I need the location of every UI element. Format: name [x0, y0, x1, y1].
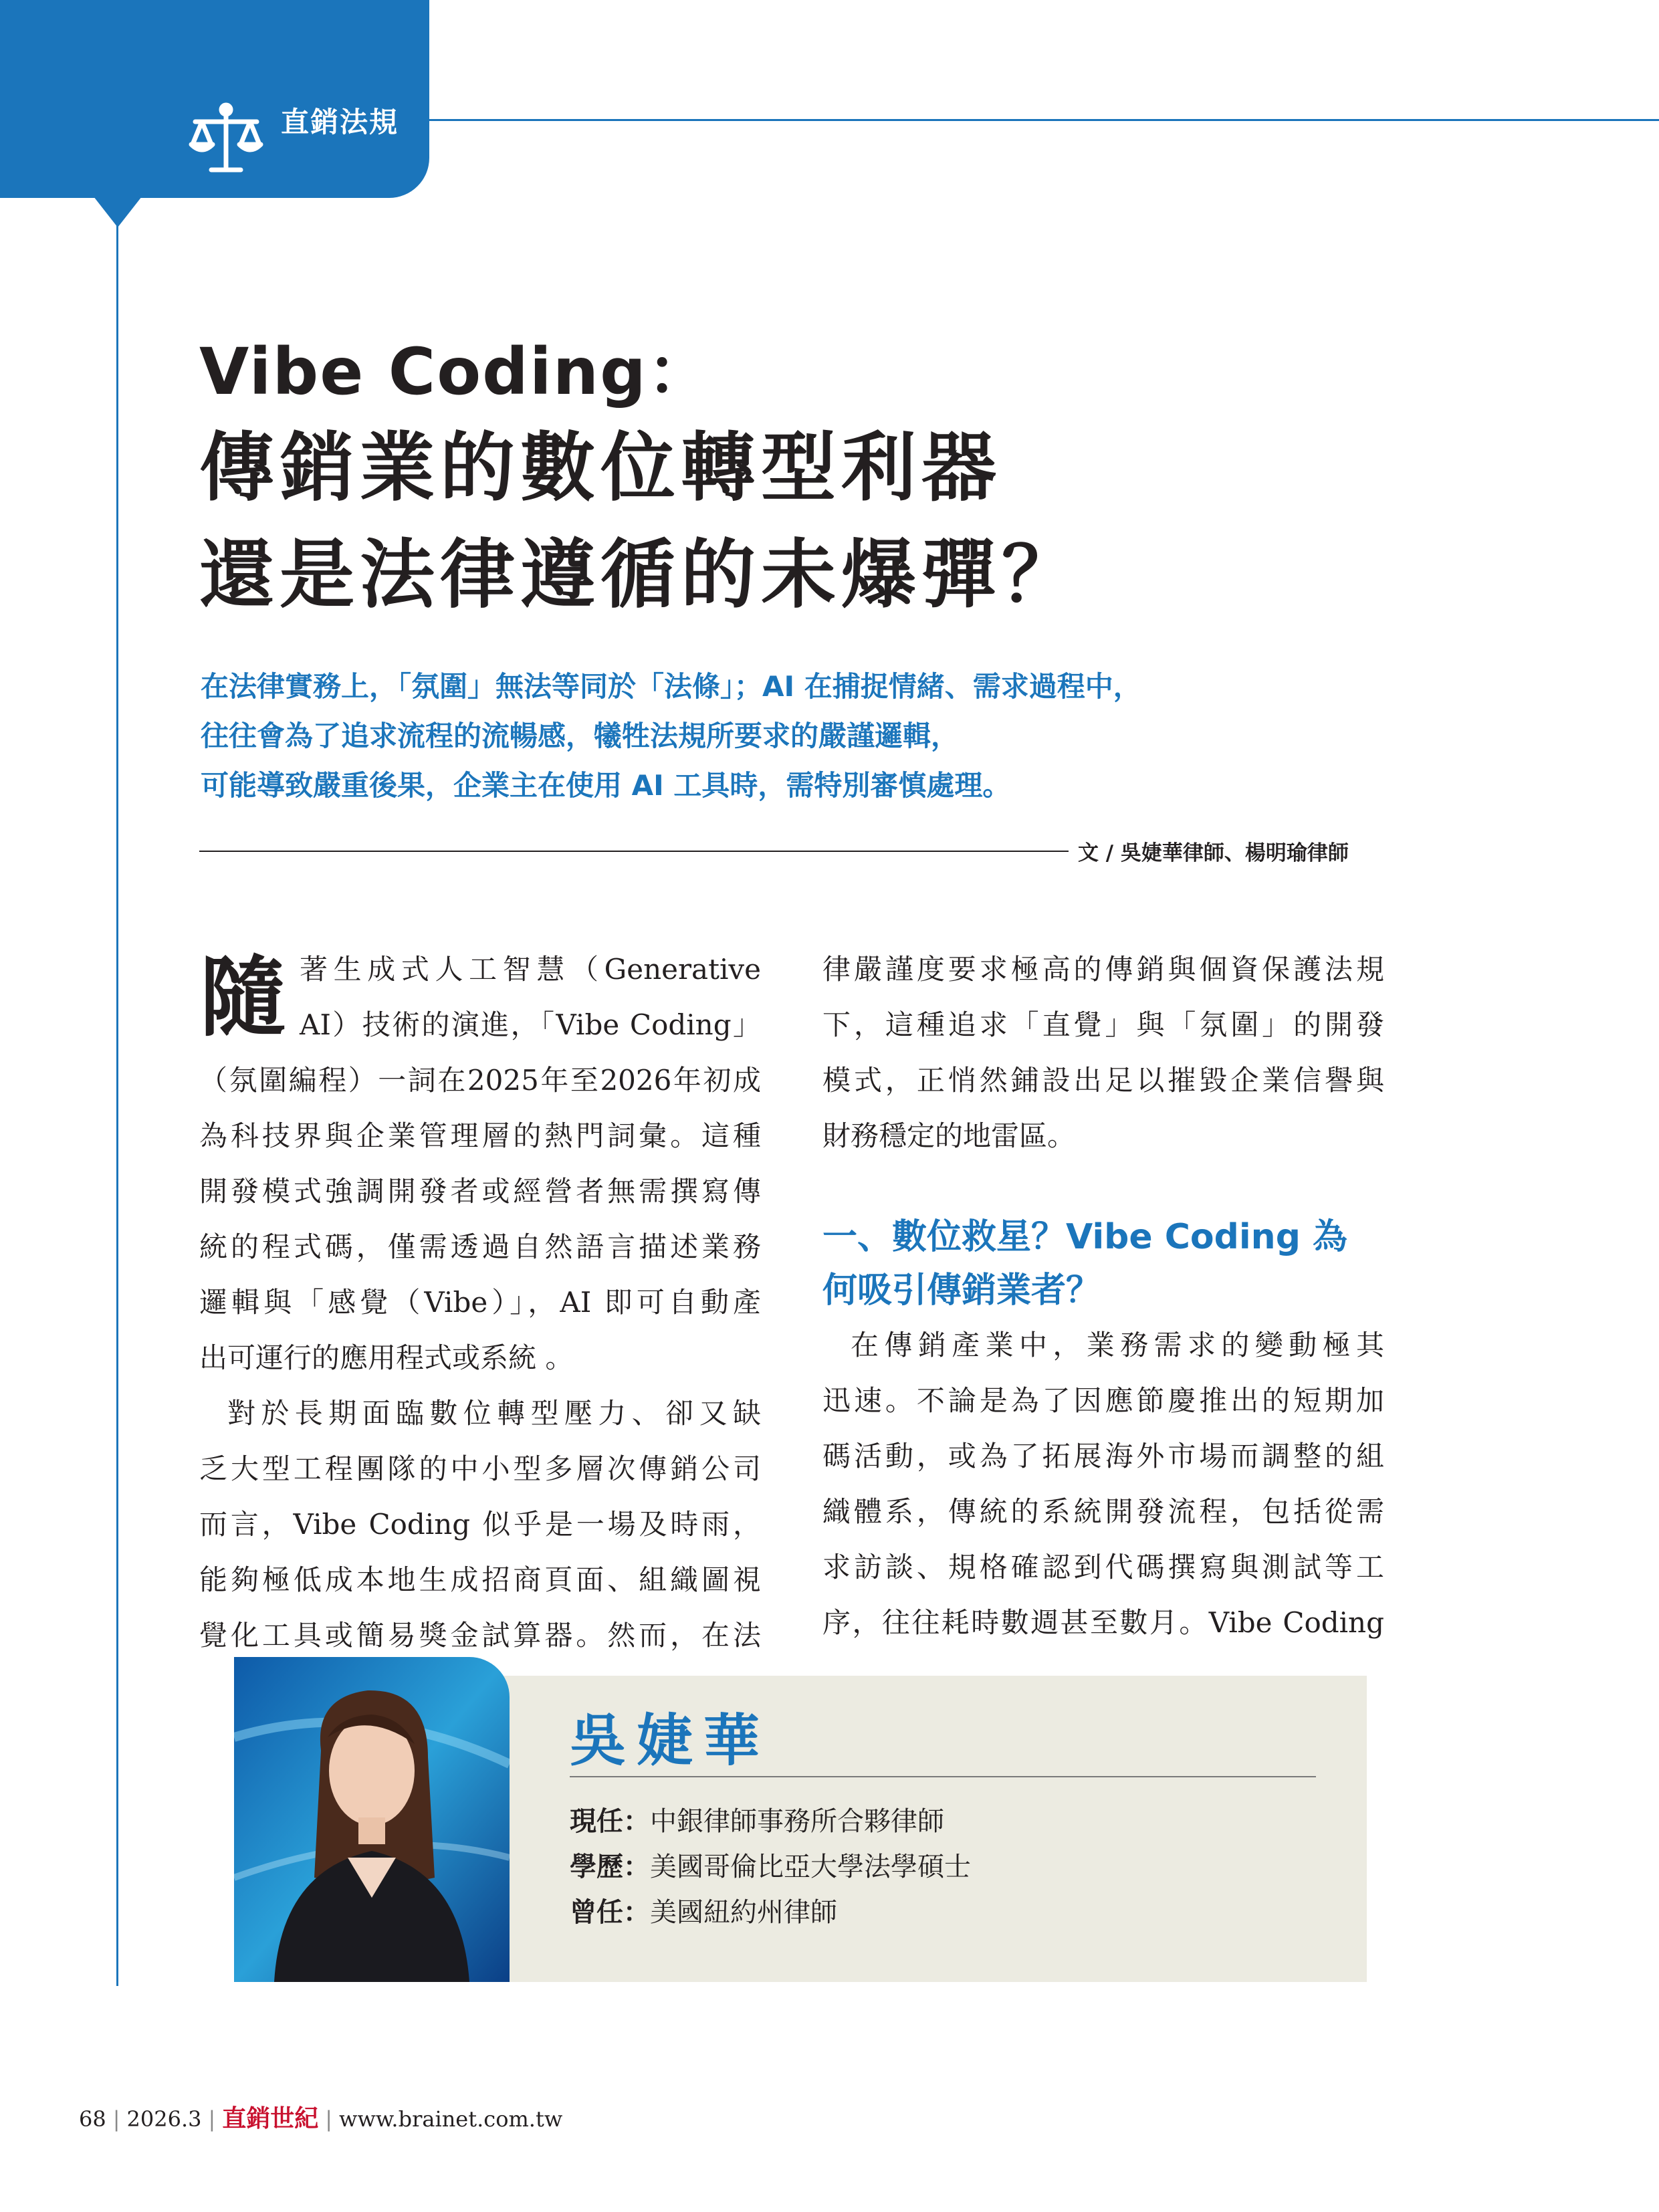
page-number: 68 [79, 2106, 106, 2132]
body-line: 碼活動，或為了拓展海外市場而調整的組 [822, 1440, 1384, 1472]
body-line: 織體系，傳統的系統開發流程，包括從需 [822, 1495, 1384, 1528]
lead-line: 在法律實務上，「氛圍」無法等同於「法條」；AI 在捕捉情緒、需求過程中， [201, 670, 1141, 703]
body-line: 在傳銷產業中，業務需求的變動極其 [851, 1329, 1384, 1361]
current-position: 中銀律師事務所合夥律師 [650, 1806, 944, 1837]
byline: 文 / 吳婕華律師、楊明瑜律師 [1078, 841, 1349, 865]
section-heading-line: 何吸引傳銷業者？ [822, 1270, 1101, 1311]
drop-cap: 隨 [199, 946, 287, 1048]
author-name: 吳婕華 [570, 1707, 771, 1773]
body-line: 對於長期面臨數位轉型壓力、卻又缺 [227, 1397, 761, 1430]
body-line: 而言，Vibe Coding 似乎是一場及時雨， [199, 1508, 761, 1541]
body-line: 律嚴謹度要求極高的傳銷與個資保護法規 [822, 953, 1384, 986]
body-line: 模式，正悄然鋪設出足以摧毀企業信譽與 [822, 1064, 1384, 1097]
author-name-rule [570, 1776, 1316, 1777]
author-credentials [570, 1799, 971, 1935]
body-line: 開發模式強調開發者或經營者無需撰寫傳 [199, 1175, 761, 1208]
former-position: 美國紐約州律師 [650, 1897, 837, 1928]
body-line: 下，這種追求「直覺」與「氛圍」的開發 [822, 1008, 1384, 1041]
scales-of-justice-icon [187, 100, 265, 178]
body-line: （氛圍編程）一詞在2025年至2026年初成 [199, 1064, 761, 1097]
body-line: 為科技界與企業管理層的熱門詞彙。這種 [199, 1119, 761, 1152]
body-line: 迅速。不論是為了因應節慶推出的短期加 [822, 1384, 1384, 1417]
body-line: 覺化工具或簡易獎金試算器。然而，在法 [199, 1619, 761, 1652]
section-heading-line: 一、數位救星？Vibe Coding 為 [822, 1217, 1348, 1257]
body-line: AI）技術的演進，「Vibe Coding」 [300, 1008, 761, 1041]
title-line-2: 傳銷業的數位轉型利器 [199, 425, 1002, 512]
education: 美國哥倫比亞大學法學碩士 [650, 1852, 971, 1882]
body-line: 序，往往耗時數週甚至數月。Vibe Coding [822, 1606, 1384, 1639]
body-line: 能夠極低成本地生成招商頁面、組織圖視 [199, 1563, 761, 1596]
page-footer: 68 | 2026.3 | 直銷世紀 | www.brainet.com.tw [79, 2104, 563, 2132]
body-line: 財務穩定的地雷區。 [822, 1119, 1076, 1152]
section-label: 直銷法規 [281, 106, 399, 138]
lead-paragraph [201, 662, 1141, 810]
former-label: 曾任： [570, 1897, 650, 1928]
title-line-1: Vibe Coding： [199, 334, 713, 409]
body-column-right [822, 942, 1384, 1650]
lead-line: 可能導致嚴重後果，企業主在使用 AI 工具時，需特別審慎處理。 [201, 769, 1011, 802]
body-line: 統的程式碼，僅需透過自然語言描述業務 [199, 1230, 761, 1263]
body-line: 出可運行的應用程式或系統 。 [199, 1341, 574, 1374]
body-line: 乏大型工程團隊的中小型多層次傳銷公司 [199, 1452, 761, 1485]
magazine-logo: 直銷世紀 [222, 2104, 319, 2132]
title-line-3: 還是法律遵循的未爆彈？ [199, 532, 1082, 619]
author-portrait-image [234, 1657, 510, 1982]
section-heading [822, 1210, 1384, 1317]
education-label: 學歷： [570, 1852, 650, 1882]
byline-rule [199, 851, 1069, 852]
body-column-left [199, 942, 761, 1663]
author-photo [234, 1657, 510, 1982]
header-rule [429, 119, 1659, 121]
body-line: 求訪談、規格確認到代碼撰寫與測試等工 [822, 1551, 1384, 1583]
body-line: 著生成式人工智慧（Generative [300, 953, 761, 986]
website-url: www.brainet.com.tw [339, 2106, 563, 2132]
issue-date: 2026.3 [126, 2106, 202, 2132]
lead-line: 往往會為了追求流程的流暢感，犧牲法規所要求的嚴謹邏輯， [201, 720, 960, 752]
margin-rule [116, 221, 118, 1986]
current-label: 現任： [570, 1806, 650, 1837]
body-line: 邏輯與「感覺（Vibe）」，AI 即可自動產 [199, 1286, 761, 1319]
